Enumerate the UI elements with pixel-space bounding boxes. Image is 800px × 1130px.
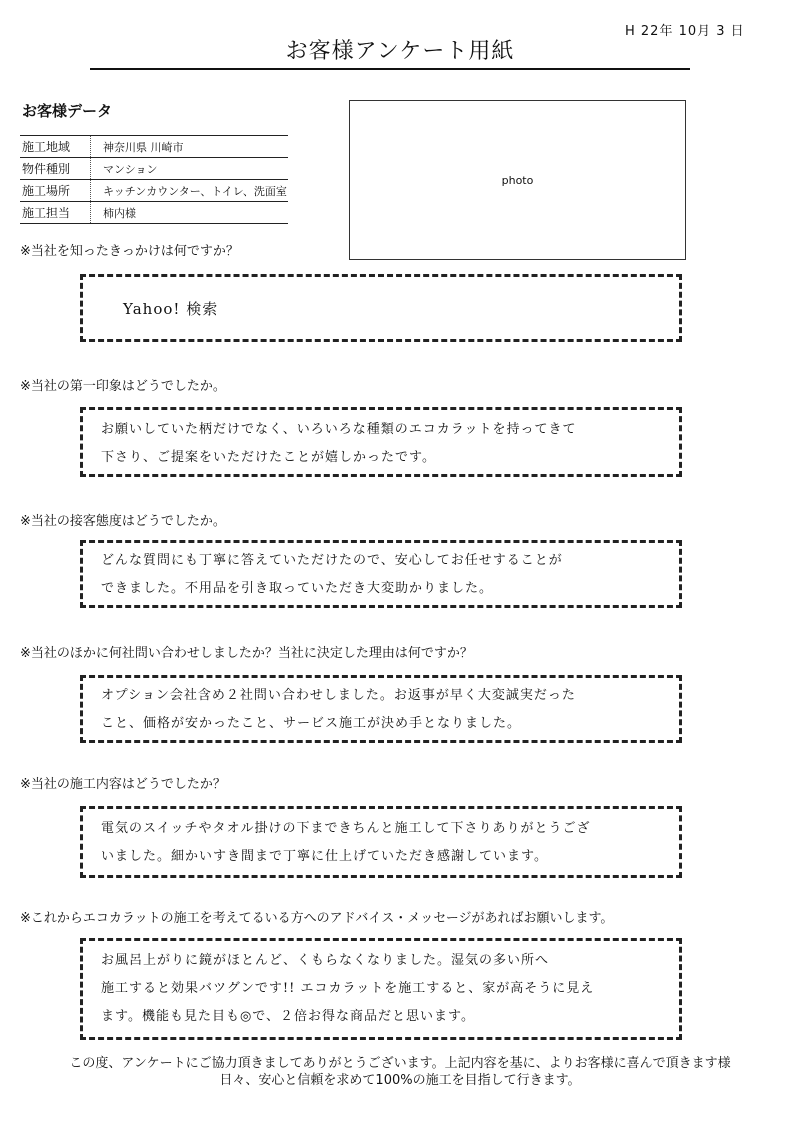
photo-label: photo: [501, 173, 534, 187]
answer-line: どんな質問にも丁寧に答えていただけたので、安心してお任せすることが: [101, 553, 563, 568]
answer-line: 電気のスイッチやタオル掛けの下まできちんと施工して下さりありがとうござ: [101, 821, 591, 836]
answer-box-6: [80, 938, 682, 1040]
customer-data-table: [20, 135, 288, 224]
customer-label: 施工場所: [20, 180, 91, 201]
answer-box-2: [80, 407, 682, 477]
question-5: ※当社の施工内容はどうでしたか？: [20, 777, 226, 792]
answer-line: お風呂上がりに鏡がほとんど、くもらなくなりました。湿気の多い所へ: [101, 953, 550, 968]
customer-value: マンション: [103, 162, 158, 176]
footer-message: [0, 1055, 800, 1089]
question-4: ※当社のほかに何社問い合わせしましたか？当社に決定した理由は何ですか？: [20, 646, 473, 661]
customer-row-staff: [20, 202, 288, 224]
customer-label: 施工地域: [20, 136, 91, 157]
answer-line: いました。細かいすき間まで丁寧に仕上げていただき感謝しています。: [101, 849, 548, 864]
question-2: ※当社の第一印象はどうでしたか。: [20, 379, 226, 394]
survey-date: H 22年 10月 3 日: [625, 24, 745, 39]
customer-label: 物件種別: [20, 158, 91, 179]
customer-row-area: [20, 136, 288, 158]
answer-line: できました。不用品を引き取っていただき大変助かりました。: [101, 581, 494, 596]
customer-row-location: [20, 180, 288, 202]
answer-box-3: [80, 540, 682, 608]
page-title: お客様アンケート用紙: [285, 39, 515, 64]
title-underline: [90, 68, 690, 70]
answer-line: オプション会社含め２社問い合わせしました。お返事が早く大変誠実だった: [101, 688, 576, 703]
answer-line: お願いしていた柄だけでなく、いろいろな種類のエコカラットを持ってきて: [101, 422, 577, 437]
answer-box-1: [80, 274, 682, 342]
customer-label: 施工担当: [20, 202, 91, 223]
customer-value: 柿内様: [103, 206, 136, 220]
photo-placeholder: [349, 100, 686, 260]
question-1: ※当社を知ったきっかけは何ですか？: [20, 244, 239, 259]
customer-value: 神奈川県 川崎市: [103, 140, 184, 154]
question-3: ※当社の接客態度はどうでしたか。: [20, 514, 226, 529]
question-6: ※これからエコカラットの施工を考えてるいる方へのアドバイス・メッセージがあればお願いします。: [20, 911, 614, 926]
customer-data-heading: お客様データ: [22, 102, 113, 120]
answer-line: Yahoo! 検索: [123, 300, 219, 318]
footer-line-2: 日々、安心と信頼を求めて100%の施工を目指して行きます。: [219, 1073, 581, 1088]
answer-box-5: [80, 806, 682, 878]
answer-line: 下さり、ご提案をいただけたことが嬉しかったです。: [101, 450, 436, 465]
customer-row-property: [20, 158, 288, 180]
answer-line: ます。機能も見た目も◎で、２倍お得な商品だと思います。: [101, 1009, 476, 1024]
answer-line: こと、価格が安かったこと、サービス施工が決め手となりました。: [101, 716, 522, 731]
footer-line-1: この度、アンケートにご協力頂きましてありがとうございます。上記内容を基に、よりお客様に喜んで頂きます様: [69, 1056, 731, 1071]
answer-line: 施工すると効果バツグンです!! エコカラットを施工すると、家が高そうに見え: [101, 981, 595, 996]
customer-value: キッチンカウンター、トイレ、洗面室: [103, 184, 287, 198]
answer-box-4: [80, 675, 682, 743]
